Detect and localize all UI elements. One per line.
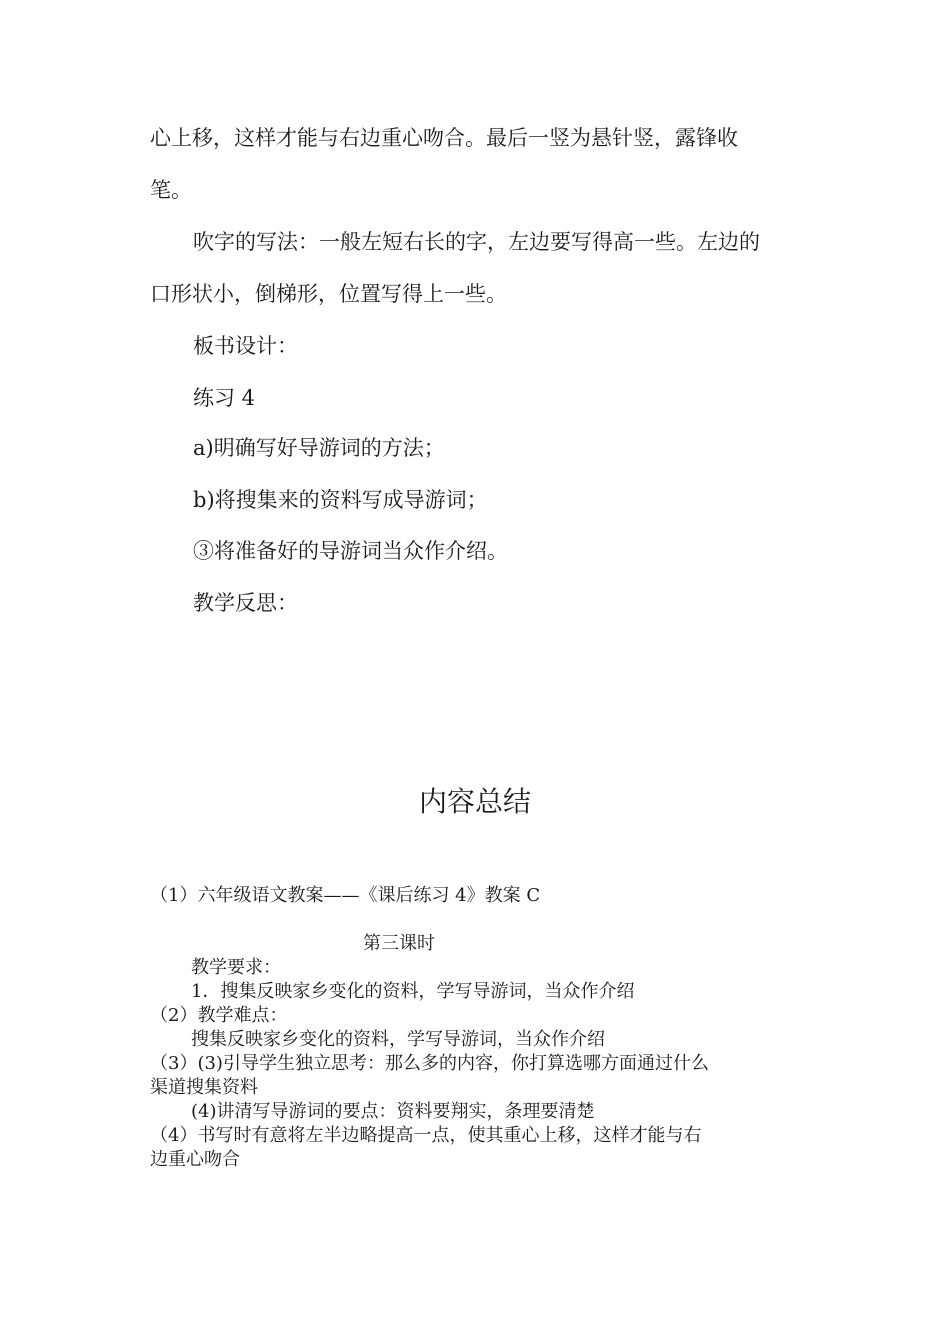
body-line-1: 心上移，这样才能与右边重心吻合。最后一竖为悬针竖，露锋收 xyxy=(150,126,738,150)
summary-line-5: （2）教学难点： xyxy=(150,1005,288,1026)
summary-line-3: 教学要求： xyxy=(191,957,281,978)
summary-line-6: 搜集反映家乡变化的资料，学写导游词，当众作介绍 xyxy=(191,1029,605,1050)
summary-line-11: 边重心吻合 xyxy=(150,1149,240,1170)
summary-line-2: 第三课时 xyxy=(363,933,435,954)
summary-line-8: 渠道搜集资料 xyxy=(150,1077,258,1098)
body-line-10: 教学反思： xyxy=(193,591,298,615)
body-line-5: 板书设计： xyxy=(193,334,298,358)
summary-line-4: 1．搜集反映家乡变化的资料，学写导游词，当众作介绍 xyxy=(191,981,635,1002)
summary-title: 内容总结 xyxy=(418,785,531,818)
summary-line-9: (4)讲清写导游词的要点：资料要翔实，条理要清楚 xyxy=(191,1101,595,1122)
body-line-2: 笔。 xyxy=(150,178,192,202)
summary-line-1: （1）六年级语文教案——《课后练习 4》教案 C xyxy=(150,885,541,906)
body-line-7: a)明确写好导游词的方法； xyxy=(193,436,445,460)
body-line-9: ③将准备好的导游词当众作介绍。 xyxy=(193,539,508,563)
summary-line-10: （4）书写时有意将左半边略提高一点，使其重心上移，这样才能与右 xyxy=(150,1125,702,1146)
body-line-3: 吹字的写法：一般左短右长的字，左边要写得高一些。左边的 xyxy=(193,230,760,254)
body-line-6: 练习 4 xyxy=(193,386,256,410)
summary-line-7: （3）(3)引导学生独立思考：那么多的内容，你打算选哪方面通过什么 xyxy=(150,1053,709,1074)
body-line-8: b)将搜集来的资料写成导游词； xyxy=(193,488,488,512)
body-line-4: 口形状小，倒梯形，位置写得上一些。 xyxy=(150,282,507,306)
